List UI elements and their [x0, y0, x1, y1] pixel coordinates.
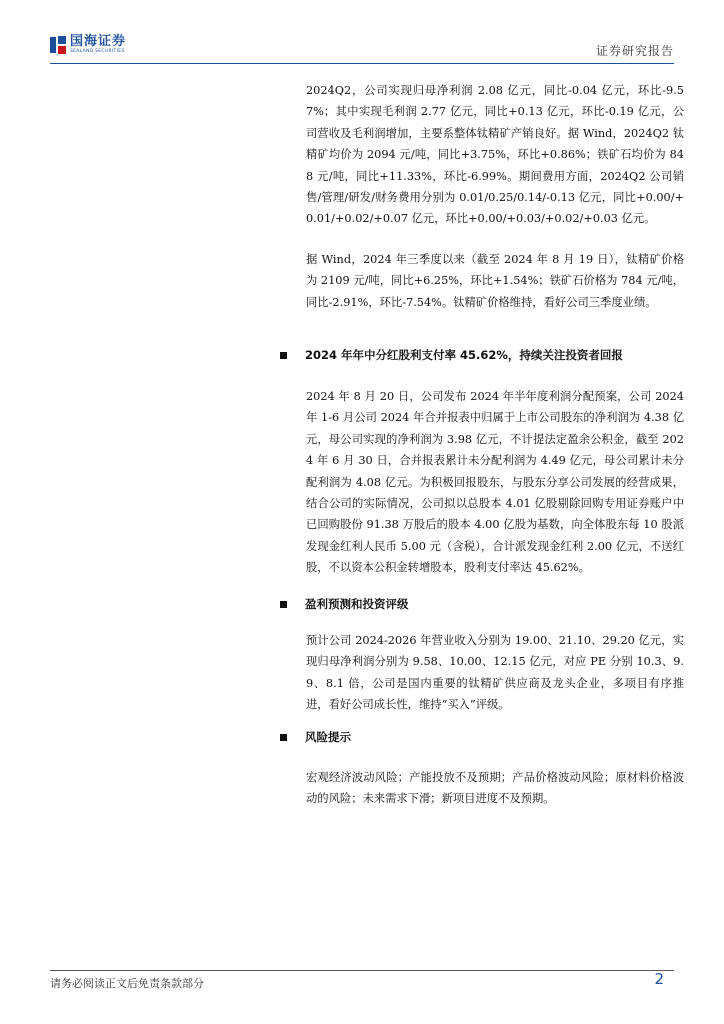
section-title: 盈利预测和投资评级 [305, 597, 409, 611]
company-logo [50, 30, 126, 60]
section-title: 2024 年年中分红股利支付率 45.62%，持续关注投资者回报 [305, 348, 623, 362]
footer-divider [50, 970, 674, 971]
report-type-label: 证券研究报告 [595, 44, 674, 58]
paragraph-risk: 宏观经济波动风险；产能投放不及预期；产品价格波动风险；原材料价格波动的风险；未来需求下滑；新项目进度不及预期。 [306, 771, 684, 806]
page-header [50, 30, 674, 64]
section-heading-dividend [280, 345, 623, 365]
page-number: 2 [654, 970, 664, 988]
paragraph-forecast: 预计公司 2024-2026 年营业收入分别为 19.00、21.10、29.20 亿元，实现归母净利润分别为 9.58、10.00、12.15 亿元，对应 PE 分别 10.3、9.9、8.1 倍，公司是国内重要的钛精矿供应商及龙头企业，多项目有序推进，看好公司成长性，维持“买入”评级。 [306, 634, 684, 712]
section-title: 风险提示 [305, 730, 351, 744]
logo-name-cn: 国海证券 [70, 34, 127, 50]
section-heading-risk [280, 727, 351, 747]
square-bullet-icon [280, 601, 287, 608]
paragraph-q3-prices: 据 Wind，2024 年三季度以来（截至 2024 年 8 月 19 日），钛精矿价格为 2109 元/吨，同比+6.25%，环比+1.54%；铁矿石价格为 784 元/吨，同比-2.91%，环比-7.54%。钛精矿价格维持，看好公司三季度业绩。 [306, 253, 684, 309]
square-bullet-icon [280, 352, 287, 359]
disclaimer-note: 请务必阅读正文后免责条款部分 [50, 977, 204, 990]
square-bullet-icon [280, 734, 287, 741]
section-heading-forecast [280, 594, 409, 614]
logo-name-en: SEALAND SECURITIES [70, 49, 125, 55]
paragraph-dividend: 2024 年 8 月 20 日，公司发布 2024 年半年度利润分配预案，公司 2024 年 1-6 月公司 2024 年合并报表中归属于上市公司股东的净利润为 4.38 亿元，母公司实现的净利润为 3.98 亿元，不计提法定盈余公积金，截至 2024 年 6 月 30 日，合并报表累计未分配利润为 4.49 亿元，母公司累计未分配利润为 4.08 亿元。为积极回报股东，与股东分享公司发展的经营成果，结合公司的实际情况，公司拟以总股本 4.01 亿股剔除回购专用证券账户中已回购股份 91.38 万股后的股本 4.00 亿股为基数，向全体股东每 10 股派发现金红利人民币 5.00 元（含税），合计派发现金红利 2.00 亿元，不送红股，不以资本公积金转增股本，股利支付率达 45.62%。 [306, 390, 684, 575]
logo-icon [50, 36, 66, 54]
paragraph-q2-results: 2024Q2，公司实现归母净利润 2.08 亿元，同比-0.04 亿元，环比-9.57%；其中实现毛利润 2.77 亿元，同比+0.13 亿元，环比-0.19 亿元，公司营收及毛利润增加，主要系整体钛精矿产销良好。据 Wind，2024Q2 钛精矿均价为 2094 元/吨，同比+3.75%，环比+0.86%；铁矿石均价为 848 元/吨，同比+11.33%，环比-6.99%。期间费用方面，2024Q2 公司销售/管理/研发/财务费用分别为 0.01/0.25/0.14/-0.13 亿元，同比+0.00/+0.01/+0.02/+0.07 亿元，环比+0.00/+0.03/+0.02/+0.03 亿元。 [306, 84, 684, 226]
header-divider [50, 63, 674, 64]
